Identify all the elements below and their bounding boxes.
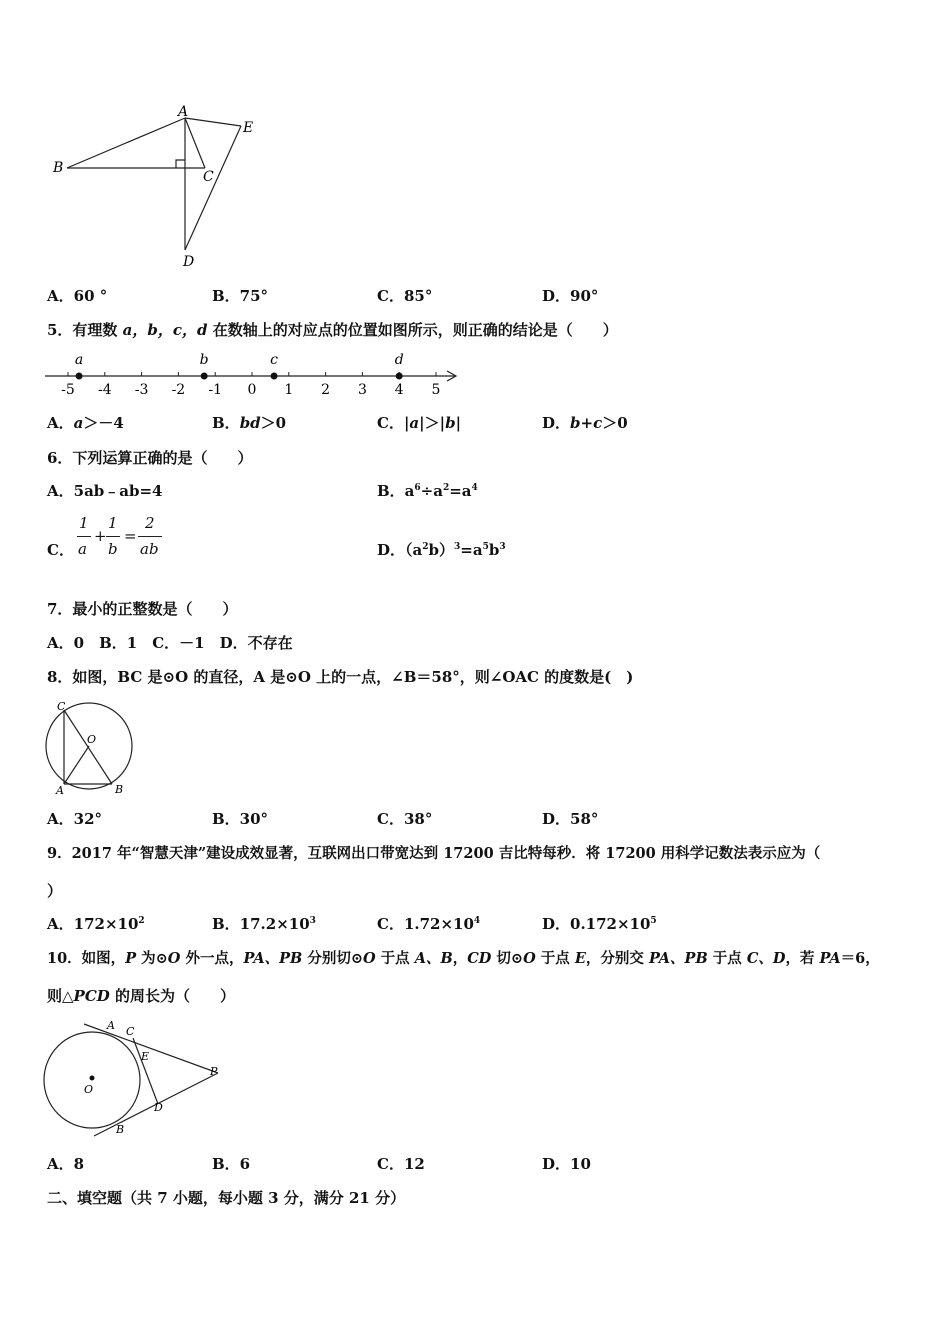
- q10-stem-part9: ，分别交: [585, 950, 649, 967]
- q6-option-b[interactable]: [377, 481, 478, 501]
- q5-option-a-prefix: A．: [47, 414, 74, 432]
- axis-tick-label: 3: [357, 382, 367, 398]
- q4-option-c[interactable]: C．85°: [377, 287, 433, 305]
- axis-tick-label: -5: [61, 382, 75, 398]
- q10-stem-part12: ＝6，: [840, 950, 880, 967]
- q5-option-d-prefix: D．: [542, 414, 571, 432]
- q5-option-b[interactable]: [212, 413, 286, 433]
- q9-option-c[interactable]: [377, 914, 480, 934]
- q10-stem-PAPB: PA、PB: [243, 950, 303, 967]
- q10-label-p: P: [210, 1065, 218, 1078]
- q5-option-c-var1: a: [409, 414, 420, 432]
- q10-stem-PAPB2: PA、PB: [648, 950, 708, 967]
- q4-label-d: D: [183, 254, 195, 270]
- plus-sign: +: [94, 527, 107, 545]
- q5-option-b-rest: ＞0: [260, 414, 287, 432]
- frac1-numerator: 1: [79, 514, 89, 532]
- axis-tick-label: -1: [208, 382, 223, 398]
- q10-stem-part4: 分别切⊙: [302, 950, 363, 967]
- q5-option-c-prefix: C．|: [377, 414, 410, 432]
- q9-option-b[interactable]: [212, 914, 316, 934]
- q10-stem-PA: PA: [819, 950, 841, 967]
- axis-point-label: b: [199, 352, 209, 368]
- q8-option-a[interactable]: A．32°: [47, 810, 103, 828]
- q6-option-d-exp3: 5: [482, 542, 489, 552]
- q10-label-a: A: [107, 1019, 115, 1032]
- axis-tick-label: 1: [284, 382, 294, 398]
- q10-label-d: D: [154, 1101, 163, 1114]
- q10-stem-O3: O: [523, 950, 536, 967]
- q8-option-c[interactable]: C．38°: [377, 810, 433, 828]
- q9-option-b-base: B．17.2×10: [212, 915, 310, 933]
- q5-option-c-mid: |＞|: [419, 414, 446, 432]
- section-2-heading: 二、填空题（共 7 小题，每小题 3 分，满分 21 分）: [47, 1189, 406, 1207]
- q4-label-c: C: [203, 169, 214, 185]
- q8-label-b: B: [115, 783, 124, 796]
- frac2-bar: [106, 536, 120, 537]
- q9-option-a-base: A．172×10: [47, 915, 139, 933]
- q6-option-d-exp2: 3: [454, 542, 461, 552]
- q10-stem-CD2: C、D: [746, 950, 786, 967]
- q8-label-a: A: [56, 784, 64, 797]
- q10-label-c: C: [126, 1025, 135, 1038]
- axis-point-label: d: [394, 352, 404, 368]
- q5-option-a[interactable]: [47, 413, 124, 433]
- q6-option-d-exp4: 3: [499, 542, 506, 552]
- q8-option-d[interactable]: D．58°: [542, 810, 599, 828]
- q10-stem-part10: 于点: [707, 950, 747, 967]
- q5-option-c-var2: b: [445, 414, 456, 432]
- axis-point-c: [271, 373, 278, 380]
- q10-stem-P: P: [125, 950, 137, 967]
- q9-stem: 9．2017 年“智慧天津”建设成效显著，互联网出口带宽达到 17200 吉比特每秒．将 17200 用科学记数法表示应为（: [47, 845, 821, 862]
- q9-option-d-base: D．0.172×10: [542, 915, 651, 933]
- q10-stem-E: E: [574, 950, 586, 967]
- axis-tick-label: -3: [134, 382, 149, 398]
- q6-option-d-part4: b: [488, 541, 500, 559]
- q10-figure: [40, 1018, 230, 1138]
- q5-number-line: [40, 348, 470, 398]
- q8-label-c: C: [57, 700, 66, 713]
- q6-option-d-part2: b）: [428, 541, 454, 559]
- q5-option-d-var: b+c: [570, 414, 603, 432]
- q6-option-d-part3: =a: [460, 541, 483, 559]
- q6-option-b-part1: B．a: [377, 482, 415, 500]
- q6-option-c-label[interactable]: C．: [47, 541, 74, 559]
- q6-option-b-exp3: 4: [471, 483, 478, 493]
- frac3-numerator: 2: [145, 514, 155, 532]
- q6-option-b-exp1: 6: [414, 483, 421, 493]
- q10-stem-line2-post: 的周长为（ ）: [109, 987, 236, 1005]
- q10-option-b[interactable]: B．6: [212, 1155, 251, 1173]
- q5-stem: [47, 320, 618, 340]
- q10-label-o: O: [84, 1083, 94, 1096]
- axis-point-d: [396, 373, 403, 380]
- q6-option-d[interactable]: [377, 540, 506, 560]
- q9-option-c-exp: 4: [473, 916, 481, 926]
- q10-stem-line2-pre: 则△: [47, 987, 74, 1005]
- equals-sign: =: [124, 527, 137, 545]
- q5-stem-vars: a，b，c，d: [122, 321, 208, 339]
- axis-tick-label: 0: [247, 382, 257, 398]
- q9-option-a-exp: 2: [138, 916, 145, 926]
- q10-stem-part8: 于点: [535, 950, 575, 967]
- q9-option-b-exp: 3: [309, 916, 316, 926]
- q9-option-d[interactable]: [542, 914, 657, 934]
- q4-label-e: E: [243, 120, 254, 136]
- q5-option-b-var: bd: [239, 414, 261, 432]
- q6-option-c-formula: [74, 514, 169, 562]
- q10-stem-part7: 切⊙: [491, 950, 524, 967]
- q10-stem-part11: ，若: [785, 950, 820, 967]
- q4-option-b[interactable]: B．75°: [212, 287, 269, 305]
- q10-option-a[interactable]: A．8: [47, 1155, 85, 1173]
- q10-label-b: B: [116, 1123, 125, 1136]
- axis-tick-label: 4: [394, 382, 404, 398]
- q10-option-c[interactable]: C．12: [377, 1155, 425, 1173]
- q5-option-c[interactable]: [377, 413, 461, 433]
- q5-stem-number: 5．有理数: [47, 321, 118, 339]
- q6-option-a[interactable]: A．5ab﹣ab=4: [47, 482, 163, 500]
- q6-stem: 6．下列运算正确的是（ ）: [47, 449, 253, 467]
- q9-stem-cont: ）: [47, 882, 63, 900]
- q10-stem-part1: 10．如图，: [47, 950, 126, 967]
- q10-stem-AB: A、B: [414, 950, 453, 967]
- q4-label-a: A: [178, 104, 189, 120]
- q8-figure: [40, 698, 140, 798]
- frac2-denominator: b: [108, 540, 118, 558]
- q5-option-d[interactable]: [542, 413, 628, 433]
- q10-stem-O: O: [167, 950, 181, 967]
- q5-option-b-prefix: B．: [212, 414, 240, 432]
- frac1-bar: [77, 536, 91, 537]
- q9-option-d-exp: 5: [650, 916, 657, 926]
- axis-tick-label: -4: [97, 382, 112, 398]
- q10-stem-part5: 于点: [375, 950, 415, 967]
- q10-stem-line2-var: PCD: [73, 987, 110, 1005]
- frac1-denominator: a: [78, 540, 87, 558]
- q10-stem-CD: CD: [467, 950, 492, 967]
- frac2-numerator: 1: [108, 514, 118, 532]
- q4-option-a[interactable]: A．60 °: [47, 287, 108, 305]
- frac3-bar: [138, 536, 162, 537]
- axis-point-a: [76, 373, 83, 380]
- q8-stem: 8．如图，BC 是⊙O 的直径，A 是⊙O 上的一点，∠B＝58°，则∠OAC 的度数是( ): [47, 668, 634, 686]
- q10-stem-part6: ，: [452, 950, 468, 967]
- q10-stem-part3: 外一点，: [180, 950, 244, 967]
- q5-option-c-rest: |: [455, 414, 462, 432]
- axis-point-label: c: [270, 352, 279, 368]
- q5-option-d-rest: ＞0: [602, 414, 628, 432]
- q10-stem-O2: O: [362, 950, 376, 967]
- q8-option-b[interactable]: B．30°: [212, 810, 269, 828]
- q6-option-b-part2: ÷a: [420, 482, 443, 500]
- q8-label-o: O: [87, 733, 97, 746]
- q6-option-b-exp2: 2: [442, 483, 450, 493]
- q4-figure: [45, 100, 265, 270]
- q4-label-b: B: [53, 160, 64, 176]
- q10-stem-line2: [47, 986, 235, 1006]
- q5-option-a-rest: ＞－4: [83, 414, 124, 432]
- q10-option-d[interactable]: D．10: [542, 1155, 591, 1173]
- q6-option-d-part1: D．（a: [377, 541, 423, 559]
- q10-stem: [47, 949, 880, 969]
- q7-stem: 7．最小的正整数是（ ）: [47, 600, 238, 618]
- axis-point-label: a: [74, 352, 84, 368]
- q6-option-b-part3: =a: [449, 482, 472, 500]
- q10-stem-part2: 为⊙: [136, 950, 168, 967]
- q4-option-d[interactable]: D．90°: [542, 287, 599, 305]
- q9-option-a[interactable]: [47, 914, 145, 934]
- axis-tick-label: 2: [321, 382, 331, 398]
- q9-option-c-base: C．1.72×10: [377, 915, 474, 933]
- q7-options[interactable]: A．0 B．1 C．－1 D．不存在: [47, 634, 293, 652]
- axis-tick-label: 5: [431, 382, 441, 398]
- frac3-denominator: ab: [140, 540, 159, 558]
- axis-point-b: [201, 373, 208, 380]
- q10-label-e: E: [141, 1050, 150, 1063]
- q5-option-a-var: a: [73, 414, 84, 432]
- q5-stem-rest: 在数轴上的对应点的位置如图所示，则正确的结论是（ ）: [212, 321, 618, 339]
- axis-tick-label: -2: [171, 382, 186, 398]
- q6-option-d-exp1: 2: [422, 542, 429, 552]
